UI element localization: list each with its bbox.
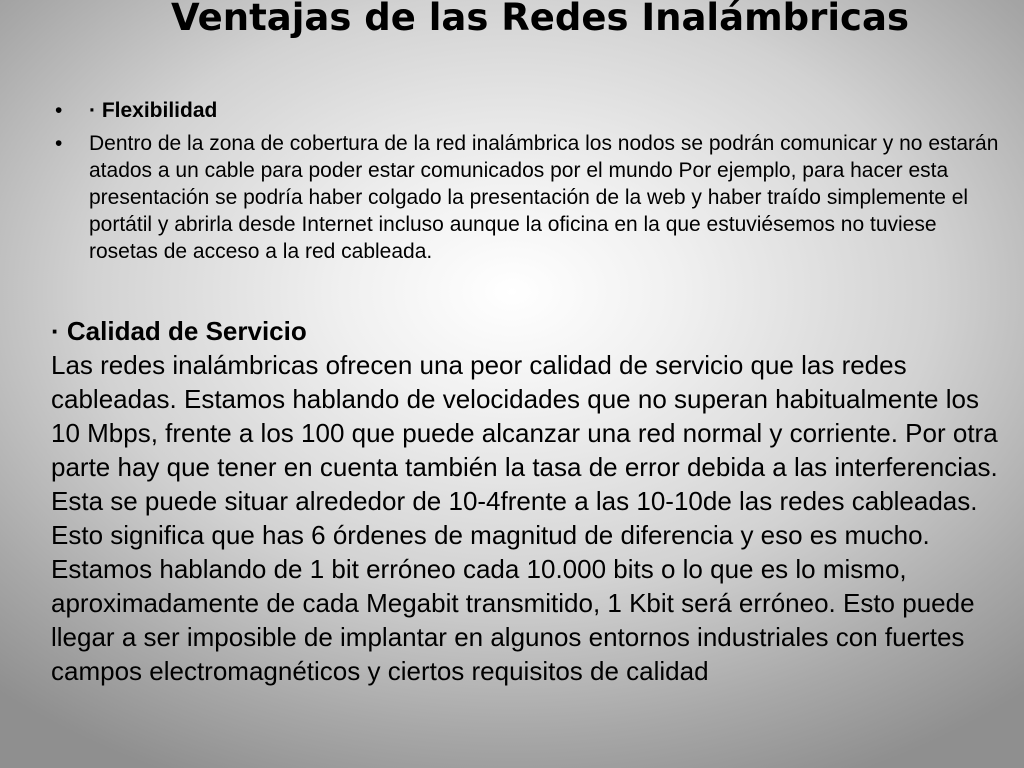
bullet-marker: • xyxy=(55,99,63,122)
bullet-item-flexibilidad xyxy=(51,97,1011,124)
slide-title: Ventajas de las Redes Inalámbricas xyxy=(171,0,909,39)
section-heading: · Calidad de Servicio xyxy=(51,316,307,346)
bullet-text-description: Dentro de la zona de cobertura de la red inalámbrica los nodos se podrán comunicar y no estarán atados a un cable para poder estar comunicados por el mundo Por ejemplo, para hacer esta presentación se podría haber colgado la presentación de la web y haber traído simplemente el portátil y abrirla desde Internet incluso aunque la oficina en la que estuviésemos no tuviese rosetas de acceso a la red cableada. xyxy=(89,132,999,263)
bullet-marker: • xyxy=(55,132,63,155)
bullet-item-description xyxy=(51,130,1011,265)
bullet-text-flexibilidad: · Flexibilidad xyxy=(89,99,218,122)
section-body: Las redes inalámbricas ofrecen una peor calidad de servicio que las redes cableadas. Estamos hablando de velocidades que no superan habitualmente los 10 Mbps, frente a los 100 que puede alcanzar una red normal y corriente. Por otra parte hay que tener en cuenta también la tasa de error debida a las interferencias. Esta se puede situar alrededor de 10-4frente a las 10-10de las redes cableadas. Esto significa que has 6 órdenes de magnitud de diferencia y eso es mucho. Estamos hablando de 1 bit erróneo cada 10.000 bits o lo que es lo mismo, aproximadamente de cada Megabit transmitido, 1 Kbit será erróneo. Esto puede llegar a ser imposible de implantar en algunos entornos industriales con fuertes campos electromagnéticos y ciertos requisitos de calidad xyxy=(51,350,998,686)
bullet-list xyxy=(51,97,1011,271)
calidad-servicio-section xyxy=(51,314,1013,688)
